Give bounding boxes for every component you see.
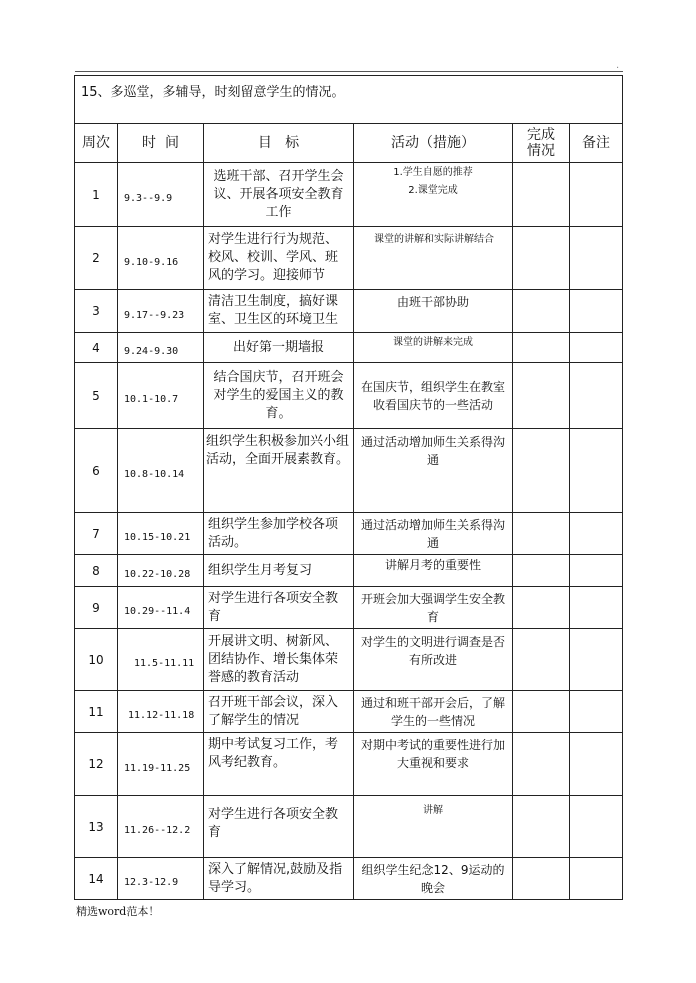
remark-cell [570,513,623,555]
header-activity: 活动（措施） [354,124,513,163]
activity-cell: 开班会加大强调学生安全教育 [354,587,513,629]
activity-cell: 组织学生纪念12、9运动的晚会 [354,858,513,900]
time-cell: 11.26--12.2 [118,796,204,858]
goal-cell: 期中考试复习工作，考风考纪教育。 [204,733,354,796]
done-cell [513,858,570,900]
week-cell: 9 [75,587,118,629]
time-cell: 11.5-11.11 [118,629,204,691]
week-cell: 13 [75,796,118,858]
remark-cell [570,290,623,333]
top-rule [75,71,623,72]
table-row [75,587,623,629]
table-row [75,363,623,429]
goal-cell: 深入了解情况,鼓励及指导学习。 [204,858,354,900]
goal-cell: 清洁卫生制度，搞好课室、卫生区的环境卫生 [204,290,354,333]
activity-cell: 由班干部协助 [354,290,513,333]
footer-text: 精选word范本！ [76,905,160,918]
corner-mark: . [616,60,620,71]
remark-cell [570,629,623,691]
remark-cell [570,691,623,733]
header-done: 完成情况 [513,124,570,163]
activity-cell: 对期中考试的重要性进行加大重视和要求 [354,733,513,796]
week-cell: 10 [75,629,118,691]
done-cell [513,796,570,858]
done-cell [513,227,570,290]
header-goal: 目 标 [204,124,354,163]
table-row [75,333,623,363]
goal-cell: 选班干部、召开学生会议、开展各项安全教育工作 [204,163,354,227]
table-row [75,691,623,733]
goal-cell: 出好第一期墙报 [204,333,354,363]
table-row [75,290,623,333]
week-cell: 6 [75,429,118,513]
time-cell: 11.12-11.18 [118,691,204,733]
done-cell [513,429,570,513]
goal-cell: 结合国庆节，召开班会对学生的爱国主义的教育。 [204,363,354,429]
table-row [75,513,623,555]
table-row [75,629,623,691]
week-cell: 12 [75,733,118,796]
activity-cell: 通过活动增加师生关系得沟通 [354,513,513,555]
goal-cell: 对学生进行各项安全教育 [204,796,354,858]
schedule-table [74,75,623,900]
note-row [75,76,623,124]
goal-cell: 召开班干部会议，深入了解学生的情况 [204,691,354,733]
goal-cell: 组织学生积极参加兴小组活动，全面开展素教育。 [204,429,354,513]
table-row [75,227,623,290]
time-cell: 10.8-10.14 [118,429,204,513]
goal-cell: 组织学生参加学校各项活动。 [204,513,354,555]
activity-cell: 课堂的讲解和实际讲解结合 [354,227,513,290]
goal-cell: 对学生进行各项安全教育 [204,587,354,629]
remark-cell [570,333,623,363]
done-cell [513,290,570,333]
done-cell [513,629,570,691]
week-cell: 11 [75,691,118,733]
remark-cell [570,227,623,290]
remark-cell [570,163,623,227]
table-row [75,163,623,227]
table-row [75,796,623,858]
remark-cell [570,733,623,796]
table-row [75,733,623,796]
week-cell: 2 [75,227,118,290]
time-cell: 9.3--9.9 [118,163,204,227]
week-cell: 1 [75,163,118,227]
header-time: 时 间 [118,124,204,163]
done-cell [513,513,570,555]
remark-cell [570,858,623,900]
week-cell: 8 [75,555,118,587]
header-remark: 备注 [570,124,623,163]
done-cell [513,333,570,363]
remark-cell [570,555,623,587]
done-cell [513,163,570,227]
remark-cell [570,363,623,429]
activity-cell: 对学生的文明进行调查是否有所改进 [354,629,513,691]
remark-cell [570,587,623,629]
note-text: 15、多巡堂，多辅导，时刻留意学生的情况。 [75,76,623,124]
time-cell: 10.1-10.7 [118,363,204,429]
time-cell: 9.24-9.30 [118,333,204,363]
header-week: 周次 [75,124,118,163]
time-cell: 12.3-12.9 [118,858,204,900]
activity-cell: 课堂的讲解来完成 [354,333,513,363]
done-cell [513,587,570,629]
done-cell [513,555,570,587]
header-row [75,124,623,163]
remark-cell [570,429,623,513]
table-row [75,429,623,513]
goal-cell: 对学生进行行为规范、校风、校训、学风、班风的学习。迎接师节 [204,227,354,290]
week-cell: 3 [75,290,118,333]
time-cell: 11.19-11.25 [118,733,204,796]
time-cell: 10.29--11.4 [118,587,204,629]
activity-cell: 讲解月考的重要性 [354,555,513,587]
time-cell: 9.10-9.16 [118,227,204,290]
done-cell [513,733,570,796]
activity-cell: 在国庆节，组织学生在教室收看国庆节的一些活动 [354,363,513,429]
time-cell: 10.22-10.28 [118,555,204,587]
activity-cell: 1.学生自愿的推荐 2.课堂完成 [354,163,513,227]
week-cell: 7 [75,513,118,555]
time-cell: 10.15-10.21 [118,513,204,555]
goal-cell: 组织学生月考复习 [204,555,354,587]
week-cell: 14 [75,858,118,900]
goal-cell: 开展讲文明、树新风、团结协作、增长集体荣誉感的教育活动 [204,629,354,691]
activity-cell: 通过和班干部开会后，了解学生的一些情况 [354,691,513,733]
week-cell: 4 [75,333,118,363]
table-row [75,555,623,587]
remark-cell [570,796,623,858]
activity-cell: 通过活动增加师生关系得沟通 [354,429,513,513]
time-cell: 9.17--9.23 [118,290,204,333]
table-row [75,858,623,900]
activity-cell: 讲解 [354,796,513,858]
done-cell [513,691,570,733]
week-cell: 5 [75,363,118,429]
done-cell [513,363,570,429]
